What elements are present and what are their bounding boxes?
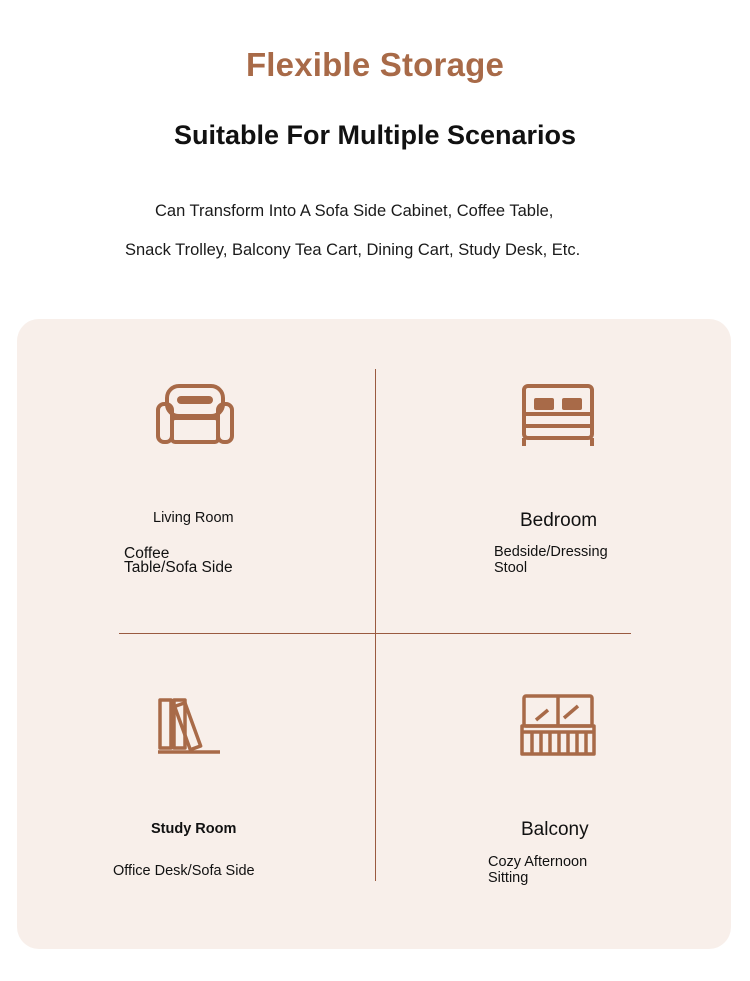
bed-icon [518, 380, 598, 450]
vertical-divider [375, 369, 376, 881]
scenario-desc-balcony: Cozy Afternoon Sitting [488, 854, 588, 886]
horizontal-divider [119, 633, 631, 634]
scenario-title-living-room: Living Room [153, 510, 234, 526]
sofa-icon [155, 380, 235, 450]
page-subtitle: Suitable For Multiple Scenarios [173, 120, 577, 150]
scenario-title-bedroom: Bedroom [520, 510, 598, 531]
description-line-2: Snack Trolley, Balcony Tea Cart, Dining Cart, Study Desk, Etc. [125, 241, 581, 259]
description-line-1: Can Transform Into A Sofa Side Cabinet, Coffee Table, [155, 202, 554, 220]
page-title: Flexible Storage [245, 46, 505, 83]
scenarios-card [17, 319, 731, 949]
scenario-desc-bedroom: Bedside/Dressing Stool [494, 544, 608, 576]
scenario-title-study-room: Study Room [151, 821, 237, 837]
balcony-icon [518, 690, 598, 760]
scenario-desc-study-room: Office Desk/Sofa Side [113, 863, 255, 879]
books-icon [152, 694, 232, 764]
scenario-title-balcony: Balcony [521, 819, 589, 840]
scenario-desc-living-room: Coffee Table/Sofa Side [124, 545, 233, 576]
